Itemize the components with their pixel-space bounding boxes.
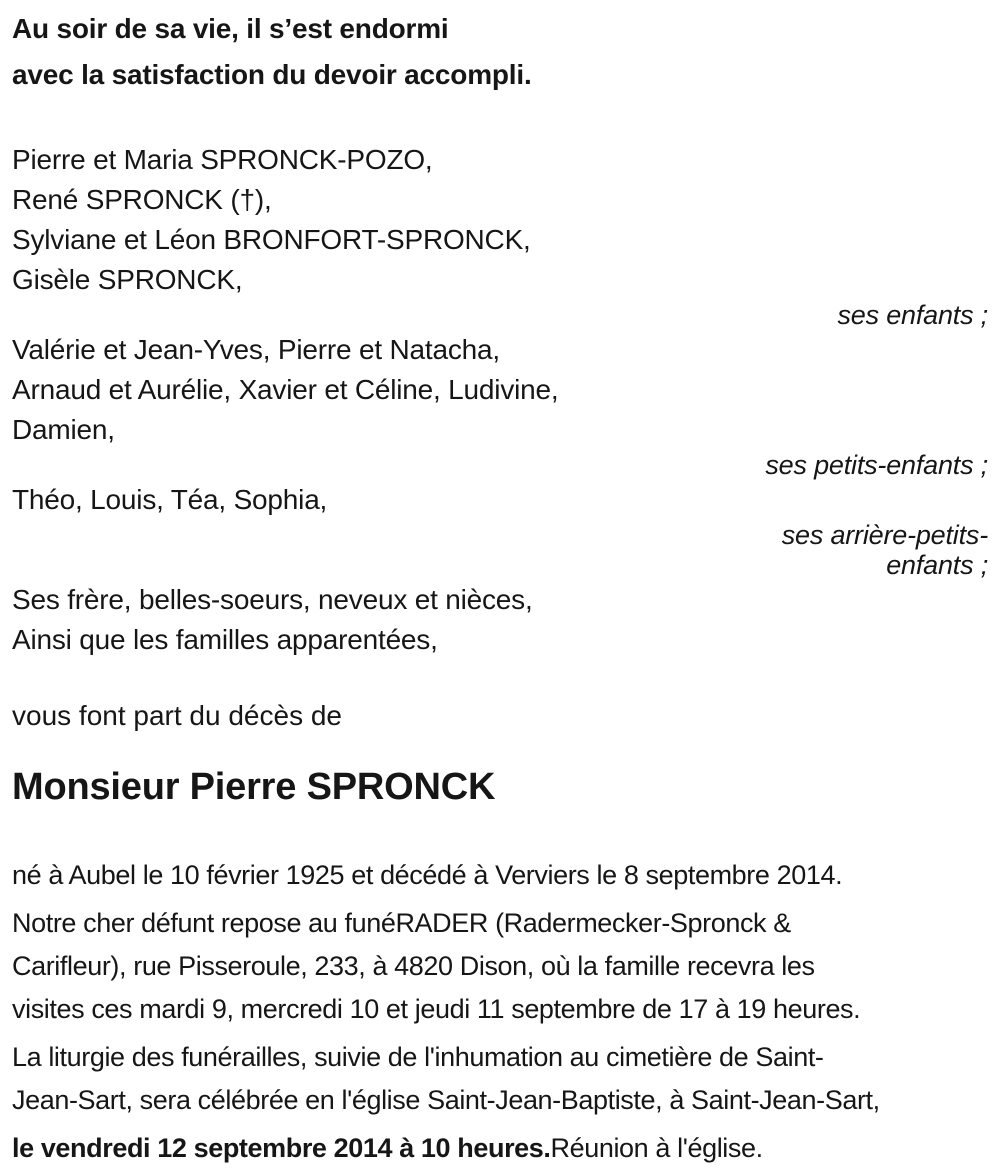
text-line: Jean-Sart, sera célébrée en l'église Saint-Jean-Baptiste, à Saint-Jean-Sart, bbox=[12, 1085, 880, 1115]
text-line: né à Aubel le 10 février 1925 et décédé à Verviers le 8 septembre 2014. bbox=[12, 860, 843, 890]
text-line: Carifleur), rue Pisseroule, 233, à 4820 Dison, où la famille recevra les bbox=[12, 951, 815, 981]
relatives-names bbox=[12, 580, 988, 660]
ceremony-line bbox=[12, 1127, 988, 1170]
text-line: Pierre et Maria SPRONCK-POZO, bbox=[12, 144, 433, 175]
family-group-children bbox=[12, 140, 988, 330]
text-line: Gisèle SPRONCK, bbox=[12, 264, 243, 295]
text-line: René SPRONCK (†), bbox=[12, 184, 272, 215]
text-line: Valérie et Jean-Yves, Pierre et Natacha, bbox=[12, 334, 500, 365]
text-line: ses arrière-petits- bbox=[781, 520, 988, 550]
announcement-line: vous font part du décès de bbox=[12, 700, 342, 731]
great-grandchildren-label bbox=[12, 520, 988, 580]
text-line: enfants ; bbox=[886, 550, 988, 580]
text-line: Au soir de sa vie, il s’est endormi bbox=[12, 13, 449, 44]
family-group-grandchildren bbox=[12, 330, 988, 480]
text-line: Arnaud et Aurélie, Xavier et Céline, Ludivine, bbox=[12, 374, 559, 405]
text-line: Damien, bbox=[12, 414, 115, 445]
children-label bbox=[12, 300, 988, 330]
ceremony-meeting-text: Réunion à l'église. bbox=[550, 1133, 763, 1163]
text-line: Notre cher défunt repose au funéRADER (Radermecker-Spronck & bbox=[12, 908, 791, 938]
text-line: Sylviane et Léon BRONFORT-SPRONCK, bbox=[12, 224, 531, 255]
family-group-great-grandchildren bbox=[12, 480, 988, 580]
text-line: ses enfants ; bbox=[837, 300, 988, 330]
repose-paragraph bbox=[12, 902, 988, 1031]
ceremony-date-bold: le vendredi 12 septembre 2014 à 10 heures. bbox=[12, 1133, 551, 1163]
family-group-relatives bbox=[12, 580, 988, 660]
text-line: visites ces mardi 9, mercredi 10 et jeudi 11 septembre de 17 à 19 heures. bbox=[12, 994, 861, 1024]
text-line: ses petits-enfants ; bbox=[765, 450, 988, 480]
text-line: Ses frère, belles-soeurs, neveux et nièces, bbox=[12, 584, 533, 615]
grandchildren-label bbox=[12, 450, 988, 480]
birth-death-paragraph bbox=[12, 854, 988, 897]
children-names bbox=[12, 140, 988, 300]
grandchildren-names bbox=[12, 330, 988, 450]
funeral-details bbox=[12, 854, 988, 1170]
text-line: La liturgie des funérailles, suivie de l'inhumation au cimetière de Saint- bbox=[12, 1042, 824, 1072]
liturgy-paragraph bbox=[12, 1036, 988, 1122]
deceased-name-heading: Monsieur Pierre SPRONCK bbox=[12, 766, 496, 808]
epigraph bbox=[12, 6, 988, 98]
text-line: Ainsi que les familles apparentées, bbox=[12, 624, 438, 655]
great-grandchildren-names bbox=[12, 480, 988, 520]
text-line: avec la satisfaction du devoir accompli. bbox=[12, 59, 532, 90]
text-line: Théo, Louis, Téa, Sophia, bbox=[12, 484, 328, 515]
